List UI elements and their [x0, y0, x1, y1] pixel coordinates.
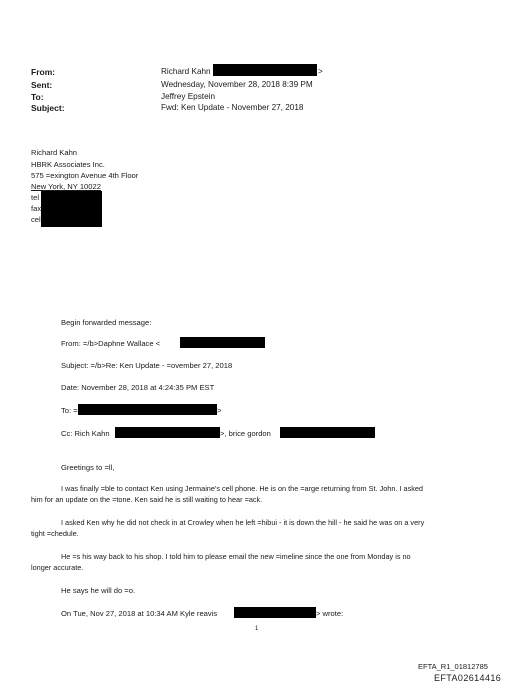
signature-address-line1: 575 =exington Avenue 4th Floor [31, 171, 139, 180]
forward-to-suffix: > [217, 406, 222, 415]
signature-cell-label: cel [31, 215, 41, 224]
forward-subject-line: Subject: =/b>Re: Ken Update - =ovember 27, 2018 [61, 361, 233, 370]
forward-to-line: To: = [61, 406, 78, 415]
body-paragraph-4: He says he will do =o. [61, 586, 136, 595]
signature-tel-label: tel [31, 193, 40, 202]
redaction-bar [234, 607, 316, 618]
forward-date-line: Date: November 28, 2018 at 4:24:35 PM EST [61, 383, 215, 392]
forward-cc-line: Cc: Rich Kahn [61, 429, 110, 438]
signature-fax-label: fax [31, 204, 42, 213]
from-label: From: [31, 67, 56, 77]
signature-name: Richard Kahn [31, 148, 78, 157]
quote-line: On Tue, Nov 27, 2018 at 10:34 AM Kyle reavis [61, 609, 218, 618]
body-paragraph-1-line-1: I was finally =ble to contact Ken using Jermaine's cell phone. He is on the =arge returning from St. John. I asked [61, 484, 423, 493]
body-paragraph-2-line-2: tight =chedule. [31, 529, 79, 538]
forward-cc-middle: >, brice gordon [220, 429, 271, 438]
body-paragraph-3-line-1: He =s his way back to his shop. I told him to please email the new =imeline since the one from Monday is no [61, 552, 411, 561]
sent-label: Sent: [31, 80, 53, 90]
forward-begin: Begin forwarded message: [61, 318, 152, 327]
to-label: To: [31, 92, 44, 102]
body-greeting: Greetings to =ll, [61, 463, 115, 472]
subject-value: Fwd: Ken Update - November 27, 2018 [161, 103, 304, 112]
redaction-bar [78, 404, 217, 415]
redaction-bar [180, 337, 265, 348]
bates-ref-secondary: EFTA02614416 [434, 673, 502, 683]
body-paragraph-3-line-2: longer accurate. [31, 563, 84, 572]
quote-suffix: > wrote: [316, 609, 344, 618]
to-value: Jeffrey Epstein [161, 92, 216, 101]
from-suffix: > [318, 67, 323, 76]
page-number: 1 [255, 626, 259, 632]
redaction-bar [115, 427, 220, 438]
from-value: Richard Kahn [161, 67, 211, 76]
bates-ref-primary: EFTA_R1_01812785 [418, 662, 488, 671]
redaction-bar [213, 64, 317, 76]
redaction-bar [41, 191, 102, 227]
signature-company: HBRK Associates Inc. [31, 160, 105, 169]
body-paragraph-2-line-1: I asked Ken why he did not check in at Crowley when he left =hibui - it is down the hill - he said he was on a very [61, 518, 425, 527]
signature-address-line2: New York, NY 10022 [31, 182, 101, 191]
redaction-bar [280, 427, 375, 438]
subject-label: Subject: [31, 103, 65, 113]
sent-value: Wednesday, November 28, 2018 8:39 PM [161, 80, 313, 89]
body-paragraph-1-line-2: him for an update on the =tone. Ken said he is still waiting to hear =ack. [31, 495, 263, 504]
forward-from-line: From: =/b>Daphne Wallace < [61, 339, 161, 348]
